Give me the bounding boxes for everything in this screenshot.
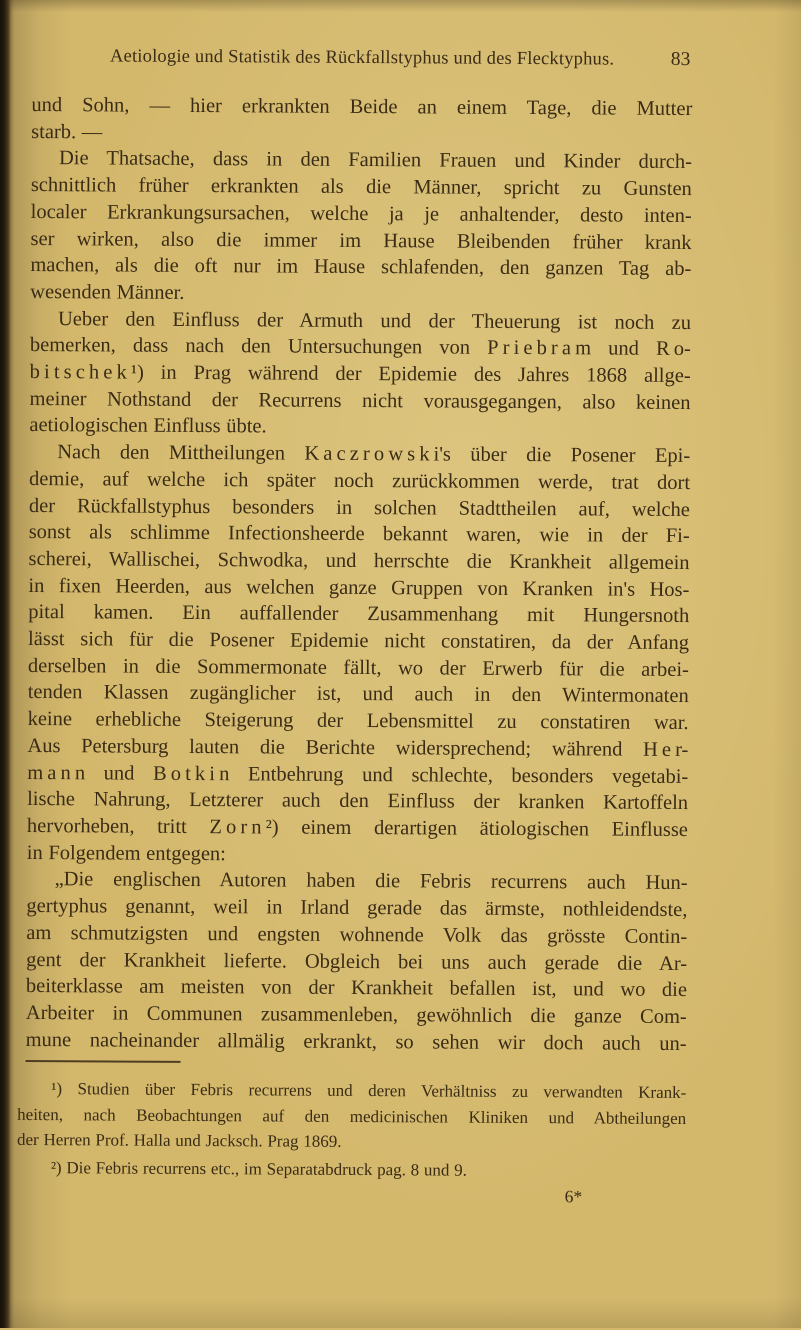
text-line: gertyphus genannt, weil in Irland gerade das ärmste, nothleidendste, xyxy=(26,895,688,922)
text-line: Aus Petersburg lauten die Berichte widersprechend; während H e r- xyxy=(27,734,689,761)
running-header xyxy=(32,46,693,74)
text-line: m a n n und B o t k i n Entbehrung und schlechte, besonders vegetabi- xyxy=(27,761,689,788)
text-line: „Die englischen Autoren haben die Febris recurrens auch Hun- xyxy=(54,868,688,895)
footnotes xyxy=(17,1076,687,1184)
text-line: in fixen Heerden, aus welchen ganze Gruppen von Kranken in's Hos- xyxy=(28,574,690,601)
text-line: am schmutzigsten und engsten wohnende Volk das grösste Contin- xyxy=(26,921,688,948)
text-line: localer Erkrankungsursachen, welche ja je anhaltender, desto inten- xyxy=(30,200,692,227)
text-line: sonst als schlimme Infectionsheerde bekannt waren, wie in der Fi- xyxy=(28,521,690,548)
text-line: Nach den Mittheilungen K a c z r o w s k i's über die Posener Epi- xyxy=(57,441,691,468)
text-line: hervorheben, tritt Z o r n ²) einem derartigen ätiologischen Einflusse xyxy=(26,814,689,841)
text-line: Arbeiter in Communen zusammenleben, gewöhnlich die ganze Com- xyxy=(25,1001,687,1028)
signature-mark: 6* xyxy=(564,1186,583,1207)
text-line: wesenden Männer. xyxy=(30,280,185,304)
text-line: aetiologischen Einfluss übte. xyxy=(29,414,267,438)
text-line: in Folgendem entgegen: xyxy=(26,841,226,865)
text-line: mune nacheinander allmälig erkrankt, so sehen wir doch auch un- xyxy=(25,1028,687,1055)
text-line: scherei, Wallischei, Schwodka, und herrschte die Krankheit allgemein xyxy=(28,547,690,574)
text-line: derselben in die Sommermonate fällt, wo der Erwerb für die arbei- xyxy=(27,654,689,681)
text-line: und Sohn, — hier erkrankten Beide an einem Tage, die Mutter xyxy=(31,93,693,121)
text-line: Ueber den Einfluss der Armuth und der Theuerung ist noch zu xyxy=(57,307,692,334)
text-line: der Herren Prof. Halla und Jacksch. Prag 1869. xyxy=(16,1129,342,1151)
page-content xyxy=(16,0,693,1330)
text-line: schnittlich früher erkrankten als die Männer, spricht zu Gunsten xyxy=(30,174,692,201)
text-line: meiner Nothstand der Recurrens nicht vorausgegangen, also keinen xyxy=(29,387,691,414)
text-line: keine erhebliche Steigerung der Lebensmittel zu constatiren war. xyxy=(27,708,689,735)
text-line: heiten, nach Beobachtungen auf den medicinischen Kliniken und Abtheilungen xyxy=(17,1104,687,1128)
text-line: starb. — xyxy=(31,120,103,144)
page-number: 83 xyxy=(670,48,691,71)
text-line: machen, als die oft nur im Hause schlafenden, den ganzen Tag ab- xyxy=(30,254,692,281)
text-line: beiterklasse am meisten von der Krankheit befallen ist, und wo die xyxy=(25,975,688,1002)
body-text xyxy=(26,92,693,1057)
text-line: b i t s c h e k ¹) in Prag während der Epidemie des Jahres 1868 allge- xyxy=(29,361,691,388)
running-title: Aetiologie und Statistik des Rückfallstyphus und des Flecktyphus. xyxy=(109,46,615,70)
text-line: lässt sich für die Posener Epidemie nicht constatiren, da der Anfang xyxy=(28,628,690,655)
text-line: Die Thatsache, dass in den Familien Frauen und Kinder durch- xyxy=(58,147,693,174)
text-line: ¹) Studien über Febris recurrens und deren Verhältniss zu verwandten Krank- xyxy=(51,1079,687,1103)
text-line: demie, auf welche ich später noch zurückkommen werde, trat dort xyxy=(29,467,691,494)
text-line: bemerken, dass nach den Untersuchungen von P r i e b r a m und R o- xyxy=(29,334,691,361)
book-spine-shadow xyxy=(0,0,14,1328)
text-line: pital kamen. Ein auffallender Zusammenhang mit Hungersnoth xyxy=(28,601,690,628)
text-line: tenden Klassen zugänglicher ist, und auch in den Wintermonaten xyxy=(27,681,689,708)
footnote-separator-rule xyxy=(26,1060,181,1063)
text-line: gent der Krankheit lieferte. Obgleich bei uns auch gerade die Ar- xyxy=(26,948,688,975)
text-line: ²) Die Febris recurrens etc., im Separatabdruck pag. 8 und 9. xyxy=(50,1157,467,1180)
text-line: lische Nahrung, Letzterer auch den Einfluss der kranken Kartoffeln xyxy=(27,788,689,815)
text-line: der Rückfallstyphus besonders in solchen Stadttheilen auf, welche xyxy=(28,494,690,521)
text-line: ser wirken, also die immer im Hause Bleibenden früher krank xyxy=(30,227,692,254)
